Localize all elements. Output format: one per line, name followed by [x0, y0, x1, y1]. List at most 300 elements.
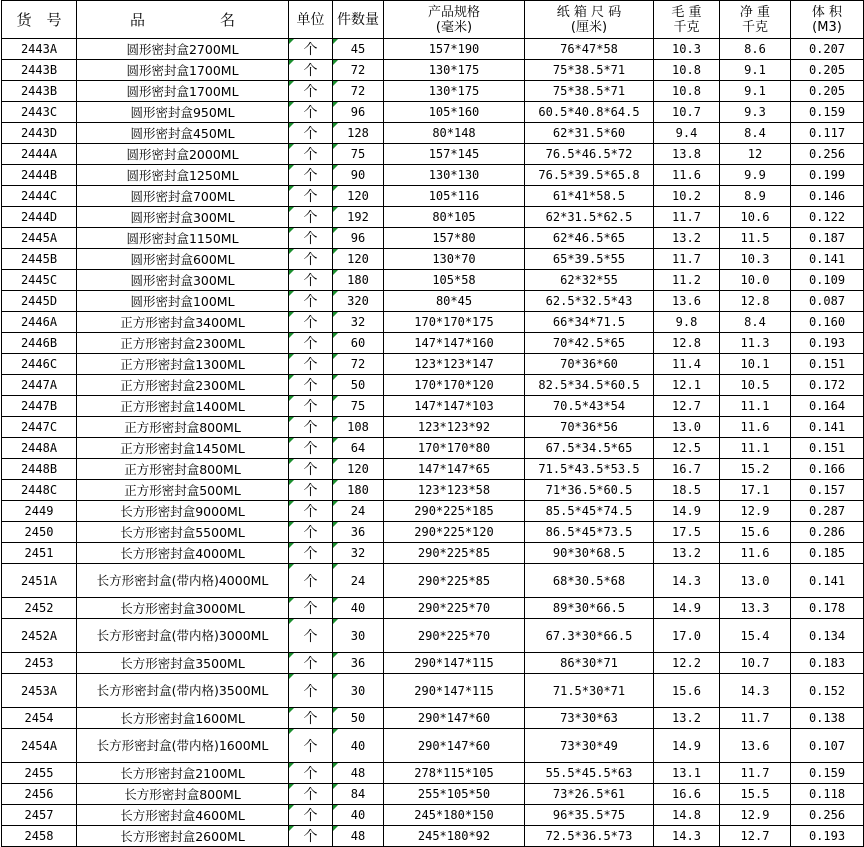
- table-row: [2, 207, 864, 228]
- cell-qty: 32: [333, 543, 384, 564]
- cell-qty: 40: [333, 805, 384, 826]
- table-row: [2, 123, 864, 144]
- cell-spec: 105*116: [384, 186, 525, 207]
- cell-qty: 90: [333, 165, 384, 186]
- cell-gross: 11.7: [654, 207, 720, 228]
- cell-carton: 72.5*36.5*73: [525, 826, 654, 847]
- table-row: [2, 354, 864, 375]
- table-row: [2, 564, 864, 598]
- header-name: 品 名: [77, 1, 289, 39]
- cell-carton: 90*30*68.5: [525, 543, 654, 564]
- cell-spec: 130*130: [384, 165, 525, 186]
- cell-name: 长方形密封盒(带内格)4000ML: [77, 564, 289, 598]
- cell-net: 8.9: [720, 186, 791, 207]
- cell-qty: 72: [333, 81, 384, 102]
- header-net: [720, 1, 791, 39]
- cell-unit: 个: [289, 729, 333, 763]
- cell-carton: 71.5*43.5*53.5: [525, 459, 654, 480]
- cell-name: 圆形密封盒1700ML: [77, 60, 289, 81]
- cell-code: 2446C: [2, 354, 77, 375]
- cell-name: 长方形密封盒2600ML: [77, 826, 289, 847]
- cell-unit: 个: [289, 270, 333, 291]
- cell-name: 圆形密封盒600ML: [77, 249, 289, 270]
- table-row: [2, 417, 864, 438]
- cell-spec: 245*180*150: [384, 805, 525, 826]
- cell-carton: 85.5*45*74.5: [525, 501, 654, 522]
- cell-vol: 0.141: [791, 564, 864, 598]
- cell-vol: 0.205: [791, 60, 864, 81]
- cell-vol: 0.207: [791, 39, 864, 60]
- cell-gross: 11.4: [654, 354, 720, 375]
- cell-code: 2444D: [2, 207, 77, 228]
- cell-name: 圆形密封盒450ML: [77, 123, 289, 144]
- cell-qty: 60: [333, 333, 384, 354]
- cell-net: 10.1: [720, 354, 791, 375]
- cell-code: 2456: [2, 784, 77, 805]
- cell-spec: 130*175: [384, 81, 525, 102]
- cell-gross: 11.7: [654, 249, 720, 270]
- table-row: [2, 270, 864, 291]
- cell-vol: 0.199: [791, 165, 864, 186]
- cell-unit: 个: [289, 375, 333, 396]
- cell-carton: 82.5*34.5*60.5: [525, 375, 654, 396]
- cell-gross: 12.7: [654, 396, 720, 417]
- cell-gross: 14.8: [654, 805, 720, 826]
- cell-net: 15.2: [720, 459, 791, 480]
- table-row: [2, 312, 864, 333]
- cell-code: 2446B: [2, 333, 77, 354]
- cell-name: 圆形密封盒700ML: [77, 186, 289, 207]
- cell-vol: 0.256: [791, 805, 864, 826]
- cell-name: 长方形密封盒5500ML: [77, 522, 289, 543]
- header-spec-unit: (毫米): [435, 19, 473, 35]
- cell-carton: 76.5*39.5*65.8: [525, 165, 654, 186]
- table-row: [2, 480, 864, 501]
- cell-carton: 76*47*58: [525, 39, 654, 60]
- cell-net: 11.1: [720, 438, 791, 459]
- cell-vol: 0.109: [791, 270, 864, 291]
- cell-unit: 个: [289, 501, 333, 522]
- cell-net: 11.3: [720, 333, 791, 354]
- cell-vol: 0.166: [791, 459, 864, 480]
- cell-qty: 30: [333, 619, 384, 653]
- cell-net: 12.7: [720, 826, 791, 847]
- cell-name: 正方形密封盒2300ML: [77, 333, 289, 354]
- cell-spec: 290*225*120: [384, 522, 525, 543]
- cell-name: 长方形密封盒(带内格)3500ML: [77, 674, 289, 708]
- table-row: [2, 60, 864, 81]
- cell-unit: 个: [289, 564, 333, 598]
- product-spec-table: [1, 0, 864, 847]
- cell-net: 13.3: [720, 598, 791, 619]
- cell-gross: 17.0: [654, 619, 720, 653]
- table-row: [2, 674, 864, 708]
- cell-code: 2448C: [2, 480, 77, 501]
- header-net-unit: 千克: [741, 19, 768, 35]
- cell-unit: 个: [289, 123, 333, 144]
- cell-name: 长方形密封盒3500ML: [77, 653, 289, 674]
- cell-code: 2451: [2, 543, 77, 564]
- cell-spec: 290*225*185: [384, 501, 525, 522]
- cell-gross: 9.4: [654, 123, 720, 144]
- table-row: [2, 619, 864, 653]
- cell-code: 2447B: [2, 396, 77, 417]
- cell-qty: 50: [333, 708, 384, 729]
- cell-qty: 48: [333, 763, 384, 784]
- cell-carton: 70*36*56: [525, 417, 654, 438]
- cell-gross: 12.5: [654, 438, 720, 459]
- cell-code: 2451A: [2, 564, 77, 598]
- cell-code: 2443B: [2, 81, 77, 102]
- table-body: [2, 39, 864, 847]
- cell-spec: 170*170*120: [384, 375, 525, 396]
- cell-spec: 290*147*115: [384, 674, 525, 708]
- cell-unit: 个: [289, 228, 333, 249]
- cell-unit: 个: [289, 312, 333, 333]
- table-row: [2, 826, 864, 847]
- cell-unit: 个: [289, 396, 333, 417]
- cell-code: 2443C: [2, 102, 77, 123]
- cell-code: 2445A: [2, 228, 77, 249]
- cell-gross: 13.2: [654, 228, 720, 249]
- cell-spec: 80*105: [384, 207, 525, 228]
- cell-gross: 14.3: [654, 564, 720, 598]
- cell-name: 正方形密封盒800ML: [77, 459, 289, 480]
- cell-gross: 11.6: [654, 165, 720, 186]
- cell-unit: 个: [289, 598, 333, 619]
- cell-qty: 64: [333, 438, 384, 459]
- cell-vol: 0.159: [791, 763, 864, 784]
- cell-name: 正方形密封盒1400ML: [77, 396, 289, 417]
- table-row: [2, 501, 864, 522]
- cell-unit: 个: [289, 249, 333, 270]
- cell-code: 2449: [2, 501, 77, 522]
- cell-spec: 290*147*115: [384, 653, 525, 674]
- cell-net: 12.9: [720, 501, 791, 522]
- cell-carton: 62*46.5*65: [525, 228, 654, 249]
- cell-net: 14.3: [720, 674, 791, 708]
- cell-name: 长方形密封盒1600ML: [77, 708, 289, 729]
- cell-carton: 62.5*32.5*43: [525, 291, 654, 312]
- cell-qty: 192: [333, 207, 384, 228]
- cell-qty: 36: [333, 653, 384, 674]
- cell-spec: 147*147*103: [384, 396, 525, 417]
- cell-carton: 75*38.5*71: [525, 60, 654, 81]
- cell-qty: 96: [333, 228, 384, 249]
- cell-carton: 73*26.5*61: [525, 784, 654, 805]
- cell-spec: 278*115*105: [384, 763, 525, 784]
- cell-qty: 72: [333, 354, 384, 375]
- cell-unit: 个: [289, 619, 333, 653]
- table-row: [2, 708, 864, 729]
- header-qty: 件数量: [333, 1, 384, 39]
- table-row: [2, 39, 864, 60]
- cell-net: 17.1: [720, 480, 791, 501]
- cell-unit: 个: [289, 805, 333, 826]
- cell-qty: 72: [333, 60, 384, 81]
- cell-name: 圆形密封盒1150ML: [77, 228, 289, 249]
- cell-unit: 个: [289, 39, 333, 60]
- cell-unit: 个: [289, 417, 333, 438]
- cell-net: 10.0: [720, 270, 791, 291]
- cell-vol: 0.178: [791, 598, 864, 619]
- cell-vol: 0.157: [791, 480, 864, 501]
- cell-unit: 个: [289, 291, 333, 312]
- table-row: [2, 228, 864, 249]
- cell-code: 2445D: [2, 291, 77, 312]
- cell-gross: 13.6: [654, 291, 720, 312]
- cell-spec: 130*70: [384, 249, 525, 270]
- cell-vol: 0.172: [791, 375, 864, 396]
- cell-vol: 0.087: [791, 291, 864, 312]
- cell-code: 2455: [2, 763, 77, 784]
- cell-gross: 11.2: [654, 270, 720, 291]
- cell-qty: 24: [333, 501, 384, 522]
- cell-qty: 50: [333, 375, 384, 396]
- cell-spec: 147*147*65: [384, 459, 525, 480]
- table-row: [2, 102, 864, 123]
- cell-qty: 96: [333, 102, 384, 123]
- cell-carton: 62*32*55: [525, 270, 654, 291]
- cell-spec: 290*225*85: [384, 564, 525, 598]
- cell-spec: 105*58: [384, 270, 525, 291]
- cell-vol: 0.287: [791, 501, 864, 522]
- table-row: [2, 249, 864, 270]
- cell-net: 11.7: [720, 708, 791, 729]
- cell-net: 11.5: [720, 228, 791, 249]
- cell-gross: 17.5: [654, 522, 720, 543]
- cell-gross: 14.3: [654, 826, 720, 847]
- cell-net: 15.4: [720, 619, 791, 653]
- cell-unit: 个: [289, 674, 333, 708]
- cell-qty: 75: [333, 396, 384, 417]
- cell-vol: 0.193: [791, 826, 864, 847]
- cell-carton: 66*34*71.5: [525, 312, 654, 333]
- cell-gross: 13.0: [654, 417, 720, 438]
- cell-net: 10.6: [720, 207, 791, 228]
- table-row: [2, 598, 864, 619]
- cell-name: 正方形密封盒3400ML: [77, 312, 289, 333]
- cell-code: 2450: [2, 522, 77, 543]
- table-row: [2, 805, 864, 826]
- cell-name: 长方形密封盒4000ML: [77, 543, 289, 564]
- cell-vol: 0.122: [791, 207, 864, 228]
- cell-name: 圆形密封盒1250ML: [77, 165, 289, 186]
- cell-code: 2448A: [2, 438, 77, 459]
- cell-qty: 180: [333, 480, 384, 501]
- cell-carton: 71.5*30*71: [525, 674, 654, 708]
- cell-unit: 个: [289, 207, 333, 228]
- cell-name: 圆形密封盒100ML: [77, 291, 289, 312]
- cell-qty: 45: [333, 39, 384, 60]
- header-gross-unit: 千克: [673, 19, 700, 35]
- cell-gross: 12.2: [654, 653, 720, 674]
- cell-gross: 13.1: [654, 763, 720, 784]
- cell-vol: 0.160: [791, 312, 864, 333]
- header-vol-unit: (M3): [812, 19, 842, 35]
- cell-net: 9.1: [720, 60, 791, 81]
- cell-net: 11.1: [720, 396, 791, 417]
- cell-name: 长方形密封盒(带内格)1600ML: [77, 729, 289, 763]
- header-code: 货 号: [2, 1, 77, 39]
- cell-net: 13.6: [720, 729, 791, 763]
- cell-qty: 128: [333, 123, 384, 144]
- cell-carton: 62*31.5*60: [525, 123, 654, 144]
- cell-carton: 86.5*45*73.5: [525, 522, 654, 543]
- table-row: [2, 144, 864, 165]
- cell-qty: 24: [333, 564, 384, 598]
- header-unit: 单位: [289, 1, 333, 39]
- cell-carton: 86*30*71: [525, 653, 654, 674]
- cell-net: 11.6: [720, 543, 791, 564]
- table-row: [2, 396, 864, 417]
- header-vol: [791, 1, 864, 39]
- cell-unit: 个: [289, 543, 333, 564]
- cell-name: 正方形密封盒800ML: [77, 417, 289, 438]
- cell-name: 长方形密封盒4600ML: [77, 805, 289, 826]
- cell-name: 长方形密封盒9000ML: [77, 501, 289, 522]
- cell-vol: 0.151: [791, 438, 864, 459]
- cell-carton: 96*35.5*75: [525, 805, 654, 826]
- cell-vol: 0.193: [791, 333, 864, 354]
- cell-code: 2444A: [2, 144, 77, 165]
- cell-carton: 65*39.5*55: [525, 249, 654, 270]
- cell-qty: 40: [333, 598, 384, 619]
- cell-name: 圆形密封盒1700ML: [77, 81, 289, 102]
- cell-carton: 62*31.5*62.5: [525, 207, 654, 228]
- cell-gross: 14.9: [654, 501, 720, 522]
- table-row: [2, 729, 864, 763]
- header-vol-label: 体 积: [811, 4, 843, 20]
- table-row: [2, 763, 864, 784]
- cell-gross: 10.8: [654, 60, 720, 81]
- table-row: [2, 522, 864, 543]
- cell-carton: 55.5*45.5*63: [525, 763, 654, 784]
- cell-name: 正方形密封盒1450ML: [77, 438, 289, 459]
- table-row: [2, 186, 864, 207]
- cell-net: 12: [720, 144, 791, 165]
- table-row: [2, 333, 864, 354]
- cell-net: 10.3: [720, 249, 791, 270]
- table-row: [2, 459, 864, 480]
- cell-carton: 73*30*49: [525, 729, 654, 763]
- table-row: [2, 543, 864, 564]
- cell-spec: 290*225*85: [384, 543, 525, 564]
- cell-gross: 16.7: [654, 459, 720, 480]
- cell-vol: 0.205: [791, 81, 864, 102]
- header-spec-label: 产品规格: [427, 4, 480, 20]
- cell-gross: 10.3: [654, 39, 720, 60]
- header-gross: [654, 1, 720, 39]
- cell-carton: 70.5*43*54: [525, 396, 654, 417]
- cell-qty: 180: [333, 270, 384, 291]
- cell-vol: 0.183: [791, 653, 864, 674]
- cell-code: 2443A: [2, 39, 77, 60]
- cell-net: 15.5: [720, 784, 791, 805]
- cell-spec: 157*80: [384, 228, 525, 249]
- cell-carton: 73*30*63: [525, 708, 654, 729]
- cell-qty: 40: [333, 729, 384, 763]
- cell-vol: 0.152: [791, 674, 864, 708]
- cell-gross: 13.2: [654, 543, 720, 564]
- cell-vol: 0.286: [791, 522, 864, 543]
- cell-spec: 123*123*147: [384, 354, 525, 375]
- cell-unit: 个: [289, 708, 333, 729]
- header-net-label: 净 重: [739, 4, 771, 20]
- cell-carton: 61*41*58.5: [525, 186, 654, 207]
- cell-name: 圆形密封盒2000ML: [77, 144, 289, 165]
- cell-net: 11.7: [720, 763, 791, 784]
- cell-spec: 255*105*50: [384, 784, 525, 805]
- cell-unit: 个: [289, 459, 333, 480]
- cell-unit: 个: [289, 165, 333, 186]
- cell-spec: 147*147*160: [384, 333, 525, 354]
- cell-name: 长方形密封盒3000ML: [77, 598, 289, 619]
- cell-spec: 123*123*58: [384, 480, 525, 501]
- cell-gross: 10.8: [654, 81, 720, 102]
- cell-vol: 0.187: [791, 228, 864, 249]
- cell-net: 8.6: [720, 39, 791, 60]
- cell-code: 2443B: [2, 60, 77, 81]
- cell-unit: 个: [289, 60, 333, 81]
- cell-unit: 个: [289, 354, 333, 375]
- cell-qty: 120: [333, 249, 384, 270]
- cell-name: 正方形密封盒1300ML: [77, 354, 289, 375]
- cell-qty: 320: [333, 291, 384, 312]
- table-row: [2, 653, 864, 674]
- cell-unit: 个: [289, 102, 333, 123]
- cell-spec: 80*148: [384, 123, 525, 144]
- cell-code: 2447A: [2, 375, 77, 396]
- cell-qty: 120: [333, 459, 384, 480]
- cell-carton: 76.5*46.5*72: [525, 144, 654, 165]
- cell-code: 2445C: [2, 270, 77, 291]
- cell-code: 2452: [2, 598, 77, 619]
- cell-carton: 71*36.5*60.5: [525, 480, 654, 501]
- header-gross-label: 毛 重: [671, 4, 702, 20]
- cell-gross: 13.8: [654, 144, 720, 165]
- header-spec: [384, 1, 525, 39]
- cell-vol: 0.138: [791, 708, 864, 729]
- cell-spec: 157*145: [384, 144, 525, 165]
- cell-gross: 18.5: [654, 480, 720, 501]
- cell-carton: 68*30.5*68: [525, 564, 654, 598]
- cell-unit: 个: [289, 81, 333, 102]
- cell-net: 13.0: [720, 564, 791, 598]
- cell-code: 2444B: [2, 165, 77, 186]
- cell-net: 12.9: [720, 805, 791, 826]
- cell-unit: 个: [289, 438, 333, 459]
- table-row: [2, 291, 864, 312]
- cell-code: 2445B: [2, 249, 77, 270]
- cell-name: 圆形密封盒300ML: [77, 270, 289, 291]
- cell-vol: 0.134: [791, 619, 864, 653]
- cell-vol: 0.151: [791, 354, 864, 375]
- cell-spec: 130*175: [384, 60, 525, 81]
- cell-gross: 16.6: [654, 784, 720, 805]
- cell-unit: 个: [289, 826, 333, 847]
- cell-gross: 14.9: [654, 729, 720, 763]
- cell-name: 圆形密封盒2700ML: [77, 39, 289, 60]
- cell-carton: 60.5*40.8*64.5: [525, 102, 654, 123]
- cell-gross: 10.2: [654, 186, 720, 207]
- table-row: [2, 165, 864, 186]
- cell-name: 长方形密封盒2100ML: [77, 763, 289, 784]
- cell-code: 2446A: [2, 312, 77, 333]
- cell-code: 2454: [2, 708, 77, 729]
- cell-qty: 108: [333, 417, 384, 438]
- cell-qty: 120: [333, 186, 384, 207]
